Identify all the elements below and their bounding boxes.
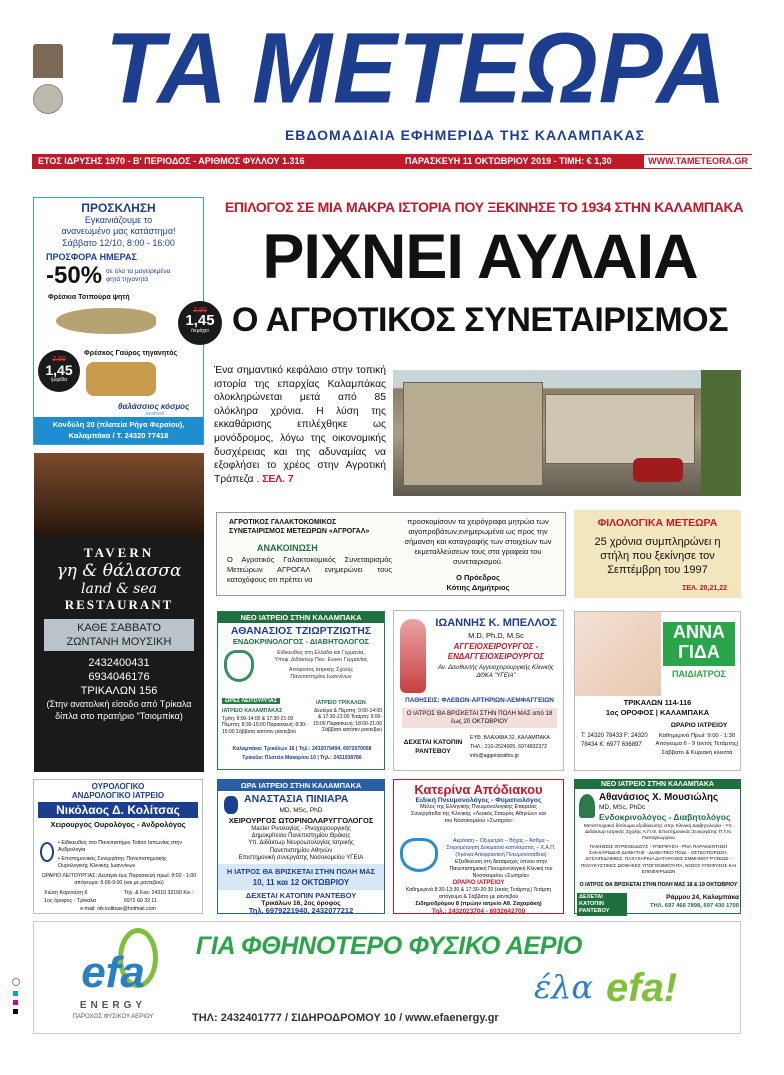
kolitsas-b1: • Ειδικευθείς στο Πανεπιστήμιο Tottori Ιαπωνίας στην Ανδρολογία: [58, 840, 182, 853]
mousiolis-titles: MD, MSc, PhDc: [599, 804, 646, 811]
ad-apodiakou: [393, 779, 564, 914]
kolitsas-addr1: Χιώτη Καρνούτη 6: [44, 890, 88, 896]
mousiolis-logo-icon: [579, 794, 595, 818]
kolitsas-hours: ΩΡΑΡΙΟ ΛΕΙΤΟΥΡΓΙΑΣ: Δευτέρα έως Παρασκευή πρωί: 9:00 - 1:00 απόγευμα: 6:00-9:00 (και με ραντεβού): [41, 873, 197, 886]
price-1-new: 1,45: [185, 312, 215, 329]
notice-text2: προσκομίσουν τα χειρόγραφα μητρώα των αιγοπροβάτων,ενημερωμένα ως προς την σήμανση και καταγραφής των στοιχείων των εκμεταλλεύσεων τους στα γραφεία του συνεταιρισμού.: [404, 517, 552, 566]
kolitsas-spec: Χειρουργος Ουρολόγος - Ανδρολόγος: [50, 820, 186, 829]
apodiakou-m2: Συνεργάτιδα της Κλινικής «Λευκός Σταυρός Αθηνών» και του Νοσοκομείου «Σωτηρία»: [411, 810, 546, 824]
kolitsas-t1: ΟΥΡΟΛΟΓΙΚΟ: [91, 782, 145, 791]
mpellos-tel: ΤΗΛ.: 210-2524005, 6974832372: [470, 744, 548, 750]
ad-mousiolis: [574, 779, 741, 914]
mousiolis-banner: ΝΕΟ ΙΑΤΡΕΙΟ ΣΤΗΝ ΚΑΛΑΜΠΑΚΑ: [575, 780, 740, 789]
tavern-name2: γη & θάλασσα: [56, 561, 182, 581]
tsiortziotis-specialty: ΕΝΔΟΚΡΙΝΟΛΟΓΟΣ - ΔΙΑΒΗΤΟΛΟΓΟΣ: [232, 637, 370, 646]
tavern-photo: [34, 453, 204, 537]
ad-kolitsas: [33, 779, 203, 914]
mpellos-titles: M.D, Ph.D, M.Sc: [468, 631, 524, 640]
anna-spec: ΠΑΙΔΙΑΤΡΟΣ: [671, 669, 727, 679]
tsiortziotis-line3: Απόφοιτος Ιατρικής Σχολής: [288, 667, 354, 673]
masthead-subtitle: ΕΒΔΟΜΑΔΙΑΙΑ ΕΦΗΜΕΡΙΔΑ ΤΗΣ ΚΑΛΑΜΠΑΚΑΣ: [284, 127, 646, 143]
website-link[interactable]: WWW.TAMETEORA.GR: [644, 155, 752, 168]
ad-mpellos: [393, 610, 564, 771]
notice-org1: ΑΓΡΟΤΙΚΟΣ ΓΑΛΑΚΤΟΚΟΜΙΚΟΣ: [229, 519, 337, 526]
ad-seafood-brand-sub: seafood: [146, 411, 164, 417]
philology-box: [574, 510, 741, 598]
apodiakou-name: Κατερίνα Απόδιακου: [414, 782, 543, 797]
efa-logo-box: [48, 928, 178, 1028]
anna-hours: Καθημερινά Πρωί: 9:00 - 1:30 Απόγευμα 6 - 9 (εκτός Τετάρτης) Σάββατο & Κυριακή κλειστά: [655, 733, 739, 756]
efa-tagline-logo: efa!: [606, 966, 678, 1010]
kolitsas-tel: Τηλ. & Fax: 24310 32160 Κιν.: 6972 60 32 11: [124, 890, 194, 904]
price-2-old: 2,90: [52, 356, 66, 363]
ad-seafood-title: ΠΡΟΣΚΛΗΣΗ: [81, 201, 156, 215]
piniara-titles: MD, MSc, PhD: [279, 807, 323, 814]
tsiortziotis-line2: Υποψ. Διδάκτωρ Παν. Essen Γερμανίας: [274, 657, 368, 663]
efa-logo-sub: ENERGY: [79, 1000, 147, 1011]
piniara-c2: Δημοκρίτειου Πανεπιστημίου Θράκης: [251, 833, 351, 840]
piniara-banner: ΩΡΑ ΙΑΤΡΕΙΟ ΣΤΗΝ ΚΑΛΑΜΠΑΚΑ: [218, 780, 384, 791]
ad-seafood-discount: -50%: [46, 261, 103, 289]
tavern-phone2: 6934046176: [88, 671, 150, 683]
masthead-logo-emblem: [30, 44, 66, 126]
tavern-event2: ΖΩΝΤΑΝΗ ΜΟΥΣΙΚΗ: [66, 636, 172, 648]
efa-logo-note: ΠΑΡΟΧΟΣ ΦΥΣΙΚΟΥ ΑΕΡΙΟΥ: [72, 1014, 154, 1020]
notice-sign2: Κότιης Δημήτριος: [446, 583, 510, 592]
fish-icon: [56, 308, 156, 334]
price-2-unit: /μερίδα: [50, 377, 68, 383]
piniara-tel: Τηλ. 6979221940, 2432077212: [248, 906, 354, 915]
apodiakou-m1: Μέλος της Ελληνικής Πνευμονολογικής Εταιρείας: [420, 804, 537, 810]
efa-contact[interactable]: ΤΗΛ: 2432401777 / ΣΙΔΗΡΟΔΡΟΜΟΥ 10 / www.efaenergy.gr: [192, 1012, 499, 1024]
issue-info: ΕΤΟΣ ΙΔΡΥΣΗΣ 1970 - Β' ΠΕΡΙΟΔΟΣ - ΑΡΙΘΜΟΣ ΦΥΛΛΟΥ 1.316: [38, 156, 305, 166]
car-icon: [633, 458, 683, 482]
mpellos-appt2: ΡΑΝΤΕΒΟΥ: [415, 748, 451, 755]
efa-tagline: έλα: [534, 968, 594, 1006]
ad-seafood-item1: Φρέσκια Τσιπούρα ψητή: [48, 293, 130, 301]
anna-name2: ΓΙΔΑ: [678, 642, 720, 662]
piniara-c4: Πανεπιστημίου Αθηνών: [269, 847, 333, 854]
tsiortziotis-name: ΑΘΑΝΑΣΙΟΣ ΤΖΙΩΡΤΖΙΩΤΗΣ: [230, 625, 372, 637]
mpellos-spec2: ΕΝΔΑΓΓΕΙΟΧΕΙΡΟΥΡΓΟΣ: [447, 652, 545, 661]
mpellos-name: ΙΩΑΝΝΗΣ Κ. ΜΠΕΛΛΟΣ: [435, 617, 557, 629]
ad-seafood-item2: Φρέσκος Γαύρος τηγανητός: [84, 350, 178, 357]
notice-text1: Ο Αγροτικός Γαλακτοκομικός Συνεταιρισμός Μετεώρων ΑΓΡΟΓΑΛ ενημερώνει τους κατοχόφους οτι πρέπει να: [227, 555, 392, 584]
philology-pages[interactable]: ΣΕΛ. 20,21,22: [682, 585, 727, 592]
apodiakou-tel: Τηλ.: 2432023704 - 6932642700: [431, 908, 526, 915]
ad-seafood: [33, 197, 215, 445]
efa-logo: efa: [81, 948, 145, 997]
ad-tsiortziotis: [217, 611, 385, 770]
price-1-old: 2,90: [193, 307, 207, 314]
tsiortziotis-line4: Πανεπιστημίου Ιωαννίνων: [290, 674, 352, 680]
philology-text: 25 χρόνια συμπληρώνει η στήλη που ξεκίνησε τον Σεπτέμβρη του 1997: [594, 536, 721, 576]
tsiortziotis-hours2: Δευτέρα & Πέμπτη: 9:00-14:00 & 17:30-21:00 Τετάρτη: 9:00-15:00 Παρασκευή: 18:00-21:00 Σάββατο κατόπιν ραντεβού: [313, 708, 382, 734]
piniara-c3: Υπ. Διδάκτωρ Νευροωτολογίας Ιατρικής: [248, 840, 354, 847]
piniara-visit2: 10, 11 και 12 ΟΚΤΩΒΡΙΟΥ: [252, 878, 350, 887]
lead-body-text: Ένα σημαντικό κεφάλαιο στην τοπική ιστορία της επαρχίας Καλαμπάκας ολοκληρώνεται μετά από 85 ολόκληρα χρόνια. Η λύση της εκκαθάρισης επιλέχθηκε ως μονόδρομος, λόγω της οικονομικής δυσχέρειας και της αδυναμίας να εξοφλήσει το χρέος στην Αγροτική Τράπεζα .: [214, 365, 386, 485]
anna-addr1: ΤΡΙΚΑΛΩΝ 114-116: [623, 698, 692, 707]
piniara-c5: Επιστημονική συνεργάτης Νοσοκομείου ΥΓΕΙΑ: [238, 854, 364, 861]
ad-seafood-address2: Καλαμπάκα / Τ. 24320 77418: [68, 430, 169, 440]
piniara-name: ΑΝΑΣΤΑΣΙΑ ΠΙΝΙΑΡΑ: [244, 793, 349, 805]
lead-page-ref[interactable]: ΣΕΛ. 7: [262, 473, 294, 485]
building-icon: [403, 382, 543, 486]
kolitsas-t2: ΑΝΔΡΟΛΟΓΙΚΟ ΙΑΤΡΕΙΟ: [71, 791, 165, 800]
notice-sign1: Ο Πρόεδρος: [456, 573, 500, 582]
gender-icon: [40, 842, 54, 862]
ad-anna-gida: [574, 611, 741, 771]
mousiolis-tel: ΤΗΛ. 697 466 7898, 697 430 1700: [650, 903, 739, 909]
efa-slogan: ΓΙΑ ΦΘΗΝΟΤΕΡΟ ΦΥΣΙΚΟ ΑΕΡΙΟ: [195, 932, 583, 960]
price-1-unit: /τεμάχιο: [191, 328, 209, 334]
anna-addr2: 1ος ΟΡΟΦΟΣ | ΚΑΛΑΜΠΑΚΑ: [605, 708, 710, 717]
lead-headline-1: ΡΙΧΝΕΙ ΑΥΛΑΙΑ: [262, 222, 698, 292]
building2-icon: [545, 394, 695, 464]
lead-headline-2: Ο ΑΓΡΟΤΙΚΟΣ ΣΥΝΕΤΑΙΡΙΣΜΟΣ: [231, 301, 728, 339]
mousiolis-c1: Μεταπτυχιακό δίπλωμα εξειδίκευσης στην Κλινική Διαβητολογία - Υπ. Διδάκτωρ Ιατρικής Σχολής Α.Π.Θ. Επιστημονικός Συνεργάτης Π.Γ.Ν. Παπαγεωργίου: [583, 824, 734, 842]
tavern-event-box: [44, 619, 194, 651]
coin-emblem-icon: [33, 84, 63, 114]
mousiolis-name: Αθανάσιος Χ. Μουσιώλης: [599, 792, 719, 803]
ad-seafood-brand: θαλάσσιος κόσμος: [118, 402, 190, 411]
ad-piniara: [217, 779, 385, 914]
print-registration-marks: [12, 978, 22, 1022]
piniara-spec: ΧΕΙΡΟΥΡΓΟΣ ΩΤΟΡΙΝΟΛΑΡΥΓΓΟΛΟΓΟΣ: [228, 816, 374, 825]
issue-date-price: ΠΑΡΑΣΚΕΥΗ 11 ΟΚΤΩΒΡΙΟΥ 2019 - ΤΙΜΗ: € 1,30: [405, 156, 612, 166]
tavern-note: (Στην ανατολική είσοδο από Τρίκαλα δίπλα στο πρατήριο "Τσιομπίκα): [46, 699, 192, 721]
piniara-c1: Master Ρινολογίας - Ρινοχειρουργικής: [251, 826, 351, 832]
fried-fish-icon: [86, 362, 156, 396]
mousiolis-conditions: ΠΑΘΗΣΕΙΣ ΘΥΡΕΟΕΙΔΟΥΣ - ΥΠΕΡΦΥΣΗ - ΡΝΑ ΠΑΡΑΚΕΝΤΗΣΗ ΣΑΚΧΑΡΩΔΗΣ ΔΙΑΒΗΤΗΣ - ΔΙΑΒΗΤΙΚΟ ΠΟΔΙ - ΟΣΤΕΟΠΟΡΩΣΗ, ΔΥΣΛΙΠΙΔΑΙΜΙΕΣ, ΠΑΧΥΣΑΡΚΙΑ ΔΙΑΤΑΡΑΧΕΣ ΕΜΜΗΝΟΥ ΡΥΣΕΩΣ - ΠΟΛΥΚΥΣΤΙΚΕΣ ΩΟΘΗΚΕΣ ΥΠΟΓΟΝΙΜΟΤΗΤΑ, ΝΟΣΟΙ ΥΠΟΦΥΣΗΣ ΚΑΙ ΕΠΙΝΕΦΡΙΔΙΩΝ: [580, 844, 737, 874]
vascular-body-icon: [400, 619, 426, 693]
lungs-icon: [400, 838, 438, 872]
mpellos-email[interactable]: info@aggeiopathis.gr: [470, 753, 520, 759]
tsiortziotis-banner: ΝΕΟ ΙΑΤΡΕΙΟ ΣΤΗΝ ΚΑΛΑΜΠΑΚΑ: [218, 612, 384, 623]
anna-hours-title: ΩΡΑΡΙΟ ΙΑΤΡΕΙΟΥ: [670, 722, 728, 729]
ad-tavern: [34, 453, 204, 772]
tsiortziotis-addr2: Τρίκαλα: Πλατεία Μακαρίου 10 | Τηλ.: 2431038786: [242, 755, 362, 761]
tavern-phone1: 2432400431: [88, 657, 150, 669]
tsiortziotis-office1: ΙΑΤΡΕΙΟ ΚΑΛΑΜΠΑΚΑΣ: [222, 708, 283, 714]
mpellos-appt1: ΔΕΧΕΤΑΙ ΚΑΤΟΠΙΝ: [403, 739, 463, 746]
ad-efa: [33, 921, 741, 1034]
price-badge-2: [38, 350, 80, 392]
notice-title: ΑΝΑΚΟΙΝΩΣΗ: [257, 543, 318, 553]
lead-body: [214, 364, 386, 486]
masthead-title: ΤΑ ΜΕΤΕΩΡΑ: [105, 12, 727, 125]
notice-agrogal: [216, 512, 566, 596]
tsiortziotis-line1: Ειδικευθείς στη Ελλάδα και Γερμανία,: [277, 650, 365, 656]
mousiolis-visit: Ο ΙΑΤΡΟΣ ΘΑ ΒΡΙΣΚΕΤΑΙ ΣΤΗΝ ΠΟΛΗ ΜΑΣ 18 & 19 ΟΚΤΩΒΡΙΟΥ: [577, 881, 740, 889]
philology-title: ΦΙΛΟΛΟΓΙΚΑ ΜΕΤΕΩΡΑ: [597, 517, 718, 529]
apodiakou-services: Ακρόαση – Οξυμετρία – Βήχας – Άσθμα – Σπιρομέτρηση Δοκιμασία καπνίσματος – Χ.Α.Π. (Χρόνια Αποφρακτική Πνευμονοπάθεια): [446, 838, 556, 858]
ad-seafood-line3: Σάββατο 12/10, 8:00 - 16:00: [62, 237, 175, 248]
tsiortziotis-addr1: Καλαμπάκα: Τρικάλων 16 | Τηλ.: 2432079494, 6972070058: [232, 746, 372, 752]
apodiakou-spec: Ειδική Πνευμονολόγος - Φυματιολόγος: [415, 797, 542, 804]
mpellos-spec1: ΑΓΓΕΙΟΧΕΙΡΟΥΡΓΟΣ -: [453, 642, 539, 651]
apodiakou-addr: Σιδηροδρόμου 8 (πρώην ιατρείο Αθ. Ζαχαράκη): [415, 901, 542, 907]
piniara-visit-box: [218, 864, 384, 890]
mousiolis-appt: ΔΕΧΕΤΑΙ ΚΑΤΟΠΙΝ ΡΑΝΤΕΒΟΥ: [577, 893, 627, 916]
kolitsas-addr2: 1ος όροφος - Τρίκαλα: [44, 898, 96, 904]
mpellos-role: Αν. Διευθυντής Αγγειοχειρουργικής Κλινικής ΔΘΚΑ "ΥΓΕΙΑ": [438, 665, 554, 679]
tavern-name1: TAVERN: [83, 545, 155, 560]
ad-seafood-footer: [34, 417, 203, 444]
mousiolis-spec: Ενδοκρινολόγος - Διαβητολόγος: [599, 812, 731, 822]
notice-org2: ΣΥΝΕΤΑΙΡΙΣΜΟΣ ΜΕΤΕΩΡΩΝ «ΑΓΡΟΓΑΛ»: [229, 528, 370, 535]
tavern-event1: ΚΑΘΕ ΣΑΒΒΑΤΟ: [77, 622, 161, 634]
ad-seafood-line2: ανανεωμένο μας κατάστημα!: [61, 226, 176, 237]
ad-seafood-discount-note: σε όλα τα μαγειρεμένα φητά τηγανητά: [106, 267, 171, 283]
apodiakou-hours: Καθημερινά 8:30-13:30 & 17:30-20:30 (εκτός Τετάρτης) Τετάρτη απόγευμα & Σάββατο με ραντεβού: [405, 887, 552, 900]
mpellos-conditions: ΠΑΘΗΣΕΙΣ: ΦΛΕΒΩΝ-ΑΡΤΗΡΙΩΝ-ΛΕΜΦΑΓΓΕΙΩΝ: [405, 697, 554, 704]
thyroid-icon: [224, 650, 254, 682]
masthead-info-bar: [32, 154, 752, 169]
lead-kicker: ΕΠΙΛΟΓΟΣ ΣΕ ΜΙΑ ΜΑΚΡΑ ΙΣΤΟΡΙΑ ΠΟΥ ΞΕΚΙΝΗΣΕ ΤΟ 1934 ΣΤΗΝ ΚΑΛΑΜΠΑΚΑ: [224, 199, 744, 215]
piniara-appt: ΔΕΧΕΤΑΙ ΚΑΤΟΠΙΝ ΡΑΝΤΕΒΟΥ: [245, 891, 357, 900]
anna-name-box: [663, 622, 735, 666]
ad-seafood-offer: ΠΡΟΣΦΟΡΑ ΗΜΕΡΑΣ: [46, 251, 137, 262]
baby-photo: [575, 612, 661, 696]
piniara-addr: Τρικάλων 16, 2ος όροφος: [261, 900, 341, 907]
kolitsas-name: Νικόλαος Δ. Κολίτσας: [38, 802, 198, 818]
kolitsas-b2: • Επιστημονικός Συνεργάτης Πανεπιστημιακής Ουρολογικής Κλινικής Ιωαννίνων: [58, 856, 167, 869]
tavern-address: ΤΡΙΚΑΛΩΝ 156: [80, 685, 158, 697]
apodiakou-extra: Εξειδίκευση στη διαταραχές ύπνου στην Πανεπιστημιακή Πνευμονολογική Κλινική του Νοσοκομείου «Σωτηρία»: [449, 859, 553, 879]
tsiortziotis-hours-title: ΩΡΕΣ ΛΕΙΤΟΥΡΓΙΑΣ: [222, 698, 280, 704]
registration-mark-icon: [12, 978, 20, 986]
tsiortziotis-office2: ΙΑΤΡΕΙΟ ΤΡΙΚΑΛΩΝ: [316, 700, 366, 706]
mousiolis-addr: Ράμμου 24, Καλαμπάκα: [666, 894, 739, 901]
mpellos-visit: Ο ΙΑΤΡΟΣ ΘΑ ΒΡΙΣΚΕΤΑΙ ΣΤΗΝ ΠΟΛΗ ΜΑΣ από 18 έως 20 ΟΚΤΩΒΡΙΟΥ: [402, 708, 557, 728]
monastery-emblem-icon: [33, 44, 63, 78]
apodiakou-hours-title: ΩΡΑΡΙΟ ΙΑΤΡΕΙΟΥ: [452, 880, 505, 886]
ad-seafood-line1: Εγκαινιάζουμε το: [84, 215, 153, 225]
mpellos-addr: ΕΥΘ. ΒΛΑΧΑΒΑ 32, ΚΑΛΑΜΠΑΚΑ: [470, 735, 550, 741]
anna-phones: T: 24320 78433 F: 24320 78434 K: 6977 636897: [581, 733, 648, 748]
tavern-name4: RESTAURANT: [64, 597, 174, 612]
ad-seafood-address1: Κονδύλη 20 (πλατεία Ρήγα Φεραίου),: [52, 420, 185, 429]
lead-photo: [393, 370, 741, 496]
trees-icon: [701, 370, 741, 496]
tavern-name3: land & sea: [81, 581, 157, 597]
anna-name1: ΑΝΝΑ: [673, 622, 725, 642]
price-2-new: 1,45: [45, 362, 73, 378]
kolitsas-email[interactable]: e-mail: nik.kolitsas@hotmail.com: [80, 906, 156, 912]
tsiortziotis-hours1: Τρίτη: 9:00-14:00 & 17:30-21:00 Πέμπτη: 8:30-15:00 Παρασκευή: 8:30-15:00 Σάββατο κατόπιν ραντεβού: [222, 716, 307, 735]
piniara-visit1: Η ΙΑΤΡΟΣ ΘΑ ΒΡΙΣΚΕΤΑΙ ΣΤΗΝ ΠΟΛΗ ΜΑΣ: [226, 867, 376, 876]
